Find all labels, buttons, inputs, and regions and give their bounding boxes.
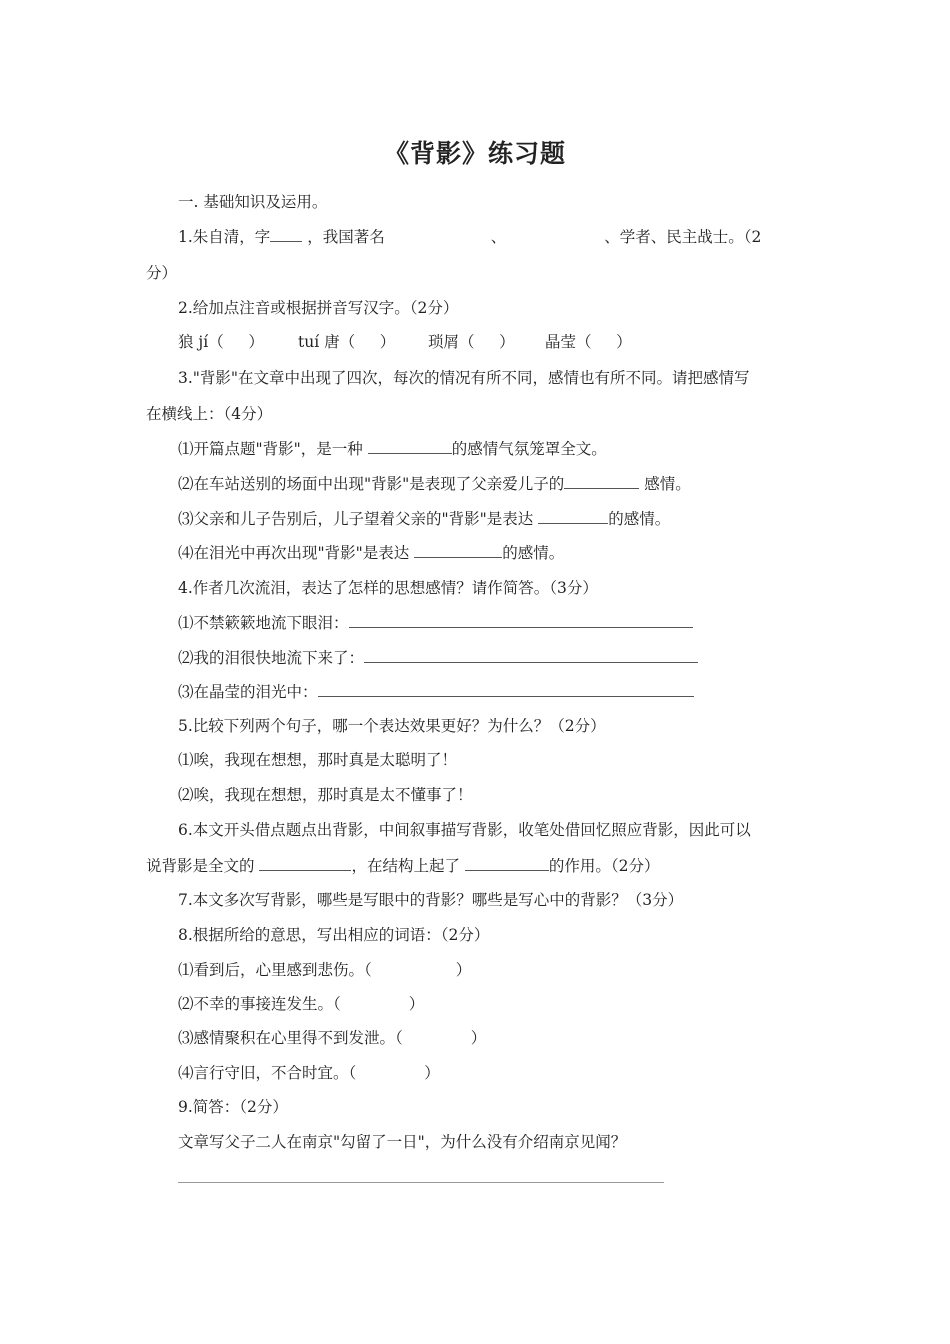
q4-s2-text: ⑵我的泪很快地流下来了： bbox=[178, 649, 365, 667]
q8-s1-close: ） bbox=[455, 961, 472, 979]
q3-sub-4 bbox=[178, 542, 564, 564]
q4-sub-1 bbox=[178, 612, 693, 634]
q8-s2-close: ） bbox=[408, 995, 425, 1013]
q1-text-a: 1.朱自清，字 bbox=[178, 228, 271, 246]
question-9-text: 文章写父子二人在南京"勾留了一日"，为什么没有介绍南京见闻？ bbox=[178, 1133, 627, 1151]
q5-sentence-1: ⑴唉，我现在想想，那时真是太聪明了！ bbox=[178, 751, 458, 769]
question-6-line-a: 6.本文开头借点题点出背影，中间叙事描写背影，收笔处借回忆照应背影，因此可以 bbox=[178, 821, 751, 839]
q6-blank-1[interactable] bbox=[259, 855, 351, 871]
q3-s1-blank[interactable] bbox=[368, 438, 452, 454]
q4-sub-3 bbox=[178, 681, 694, 703]
q8-sub-1 bbox=[178, 959, 471, 981]
q6-text-d: 的作用。（2分） bbox=[548, 857, 660, 875]
q4-s3-answer-line[interactable] bbox=[318, 681, 694, 697]
q8-s1-text: ⑴看到后，心里感到悲伤。（ bbox=[178, 961, 372, 979]
q4-s3-text: ⑶在晶莹的泪光中： bbox=[178, 683, 318, 701]
question-3-stem-a: 3."背影"在文章中出现了四次，每次的情况有所不同，感情也有所不同。请把感情写 bbox=[178, 369, 750, 387]
q8-s4-text: ⑷言行守旧，不合时宜。（ bbox=[178, 1064, 357, 1082]
q5-sentence-2: ⑵唉，我现在想想，那时真是太不懂事了！ bbox=[178, 786, 473, 804]
q1-blank-1[interactable] bbox=[270, 226, 302, 242]
q2-item-4[interactable]: 晶莹（ ） bbox=[545, 333, 632, 351]
section-heading: 一. 基础知识及运用。 bbox=[178, 193, 328, 211]
q3-s1-text-a: ⑴开篇点题"背影"，是一种 bbox=[178, 440, 363, 458]
q3-s2-text-b: 感情。 bbox=[644, 475, 691, 493]
q8-s4-close: ） bbox=[424, 1064, 440, 1082]
q6-text-b: 说背影是全文的 bbox=[146, 857, 255, 875]
q1-text-d: 、学者、民主战士。（2 bbox=[604, 228, 762, 246]
page-title: 《背影》练习题 bbox=[383, 139, 566, 168]
q1-text-e: 分） bbox=[146, 264, 178, 282]
q8-sub-4 bbox=[178, 1062, 440, 1084]
q2-item-3[interactable]: 琐屑（ ） bbox=[428, 333, 515, 351]
q3-s2-blank[interactable] bbox=[564, 473, 639, 489]
q8-s2-text: ⑵不幸的事接连发生。（ bbox=[178, 995, 341, 1013]
q3-s4-text-a: ⑷在泪光中再次出现"背影"是表达 bbox=[178, 544, 410, 562]
q3-s3-text-a: ⑶父亲和儿子告别后，儿子望着父亲的"背影"是表达 bbox=[178, 510, 534, 528]
q8-s3-text: ⑶感情聚积在心里得不到发泄。（ bbox=[178, 1029, 403, 1047]
q3-s4-blank[interactable] bbox=[414, 542, 502, 558]
q8-s3-close: ） bbox=[470, 1029, 487, 1047]
q4-sub-2 bbox=[178, 647, 698, 669]
q3-s4-text-b: 的感情。 bbox=[502, 544, 565, 562]
q3-s3-text-b: 的感情。 bbox=[608, 510, 671, 528]
q4-s2-answer-line[interactable] bbox=[364, 647, 698, 663]
q6-blank-2[interactable] bbox=[465, 855, 549, 871]
q3-sub-1 bbox=[178, 438, 607, 460]
question-4-stem: 4.作者几次流泪，表达了怎样的思想感情？请作简答。（3分） bbox=[178, 579, 598, 597]
question-6-line-b bbox=[146, 855, 660, 877]
q8-sub-3 bbox=[178, 1027, 486, 1049]
q4-s1-answer-line[interactable] bbox=[349, 612, 693, 628]
q9-answer-line[interactable] bbox=[178, 1182, 664, 1183]
q2-item-1[interactable]: 狼 jí（ ） bbox=[178, 333, 264, 351]
q2-item-2[interactable]: tuí 唐（ ） bbox=[298, 333, 396, 351]
question-8-stem: 8.根据所给的意思，写出相应的词语：（2分） bbox=[178, 926, 490, 944]
question-5-stem: 5.比较下列两个句子，哪一个表达效果更好？为什么？（2分） bbox=[178, 717, 606, 735]
question-3-stem-b: 在横线上：（4分） bbox=[146, 405, 273, 423]
q3-sub-2 bbox=[178, 473, 691, 495]
q3-sub-3 bbox=[178, 508, 670, 530]
question-1-line bbox=[178, 226, 761, 248]
question-7: 7.本文多次写背影，哪些是写眼中的背影？哪些是写心中的背影？（3分） bbox=[178, 891, 684, 909]
q3-s1-text-b: 的感情气氛笼罩全文。 bbox=[451, 440, 607, 458]
q6-text-c: ，在结构上起了 bbox=[351, 857, 460, 875]
question-9-stem: 9.简答：（2分） bbox=[178, 1098, 288, 1116]
q3-s2-text-a: ⑵在车站送别的场面中出现"背影"是表现了父亲爱儿子的 bbox=[178, 475, 565, 493]
q4-s1-text: ⑴不禁簌簌地流下眼泪： bbox=[178, 614, 349, 632]
q1-text-b: ，我国著名 bbox=[307, 228, 385, 246]
q1-text-c: 、 bbox=[490, 228, 507, 246]
q3-s3-blank[interactable] bbox=[538, 508, 608, 524]
q8-sub-2 bbox=[178, 993, 424, 1015]
question-2-stem: 2.给加点注音或根据拼音写汉字。（2分） bbox=[178, 299, 459, 317]
